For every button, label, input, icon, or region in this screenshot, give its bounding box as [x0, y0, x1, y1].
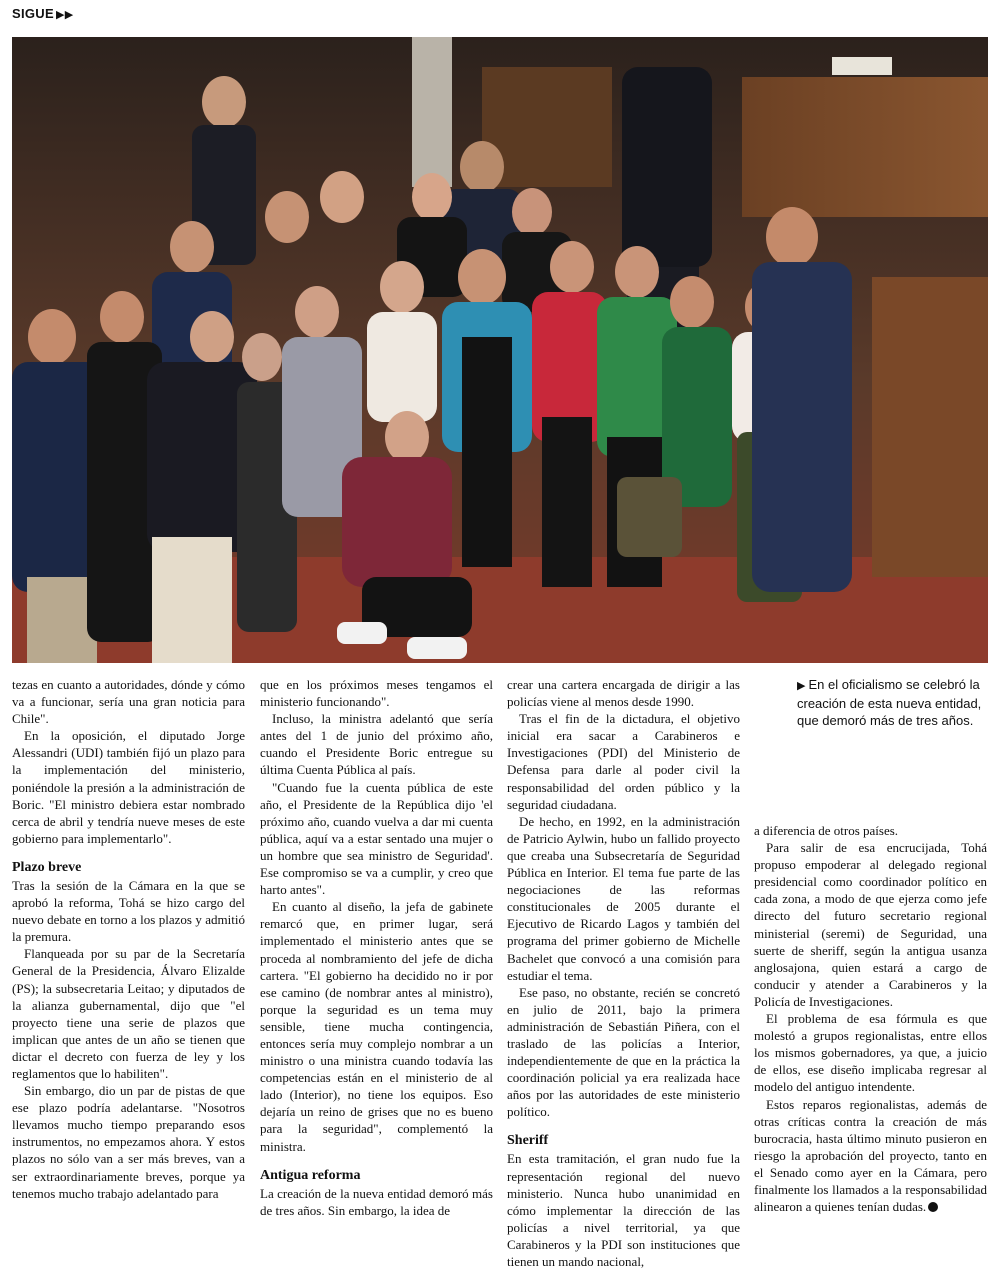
group-photo [12, 37, 988, 663]
article-column-2 [260, 676, 493, 1219]
paragraph: En esta tramitación, el gran nudo fue la representación regional del nuevo ministerio. Nunca hubo unanimidad en cómo implementar la dirección de las policías a nivel territorial, ya que Carabineros y la PDI son instituciones que tienen un mando nacional, [507, 1151, 740, 1269]
paragraph: Incluso, la ministra adelantó que sería antes del 1 de junio del próximo año, cuando el Presidente Boric entregue su última Cuenta Pública al país. [260, 711, 493, 778]
continue-arrows-icon: ▶▶ [55, 9, 74, 21]
paragraph: De hecho, en 1992, en la administración de Patricio Aylwin, hubo un fallido proyecto que creaba una Subsecretaría de Seguridad Pública en Interior. El tema fue parte de las negociaciones de las reformas constitucionales de 2005 durante el Ejecutivo de Ricardo Lagos y también del programa del primer gobierno de Michelle Bachelet que convocó a una comisión para estudiar el tema. [507, 813, 740, 983]
paragraph: En la oposición, el diputado Jorge Alessandri (UDI) también fijó un plazo para la implementación del ministerio, poniéndole la presión a la administración de Boric. "El ministro debiera estar nombrado cerca de abril y tendría nueve meses de este gobierno para implementarlo". [12, 728, 245, 846]
paragraph [754, 1096, 987, 1216]
subheading: Sheriff [507, 1133, 549, 1149]
paragraph: Para salir de esa encrucijada, Tohá propuso empoderar al delegado regional presidencial como coordinador político en cada zona, a modo de que ejerza como jefe directo del futuro secretario regional ministerial (seremi) de Seguridad, una suerte de sheriff, según la antigua usanza anglosajona, quien estará a cargo de conducir y atender a Carabineros y la Policía de Investigaciones. [754, 840, 987, 1009]
paragraph: tezas en cuanto a autoridades, dónde y cómo va a funcionar, sería una gran noticia para Chile". [12, 677, 245, 727]
section-continuation-label [12, 6, 74, 21]
paragraph: Flanqueada por su par de la Secretaría General de la Presidencia, Álvaro Elizalde (PS); la subsecretaria Leitao; y diputados de la alianza gubernamental, dijo que "el proyecto tiene una serie de plazos que implican que antes de un año se tienen que dictar el decreto con fuerza de ley y los reglamentos que lo habiliten". [12, 946, 245, 1081]
article-column-4 [754, 822, 987, 1215]
paragraph-text: Estos reparos regionalistas, además de otras críticas contra la creación de más burocracia, hasta último minuto pusieron en riesgo la aprobación del proyecto, tanto en el Senado como ayer en la Cámara, pero finalmente los llamados a la responsabilidad alinearon a quienes tenían dudas. [754, 1096, 987, 1215]
subheading: Antigua reforma [260, 1167, 361, 1183]
paragraph: Tras la sesión de la Cámara en la que se aprobó la reforma, Tohá se hizo cargo del nuevo debate en torno a los plazos y admitió la premura. [12, 877, 245, 945]
end-of-article-icon [928, 1202, 938, 1212]
paragraph: crear una cartera encargada de dirigir a las policías viene al menos desde 1990. [507, 677, 740, 710]
paragraph: La creación de la nueva entidad demoró más de tres años. Sin embargo, la idea de [260, 1185, 493, 1218]
article-column-3 [507, 676, 740, 1270]
paragraph: Tras el fin de la dictadura, el objetivo inicial era sacar a Carabineros e Investigaciones (PDI) del Ministerio de Defensa para darle al poder civil la responsabilidad del orden público y la seguridad ciudadana. [507, 711, 740, 812]
paragraph: En cuanto al diseño, la jefa de gabinete remarcó que, en primer lugar, será implementado el ministerio antes que se proceda al nombramiento del jefe de dicha cartera. "El gobierno ha decidido no ir por ese camino (de nombrar antes al ministro), porque la seguridad es un tema muy sensible, tiene mucha contingencia, entonces sería muy complejo nombrar a un ministro o una ministra cuando todavía las competencias están en el ministerio de al lado (Interior), no tiene los equipos. Eso dejaría un reino de grises que no es bueno para la seguridad", complementó la ministra. [260, 899, 493, 1154]
section-label: SIGUE [12, 6, 54, 21]
paragraph: El problema de esa fórmula es que molestó a grupos regionalistas, entre ellos los mismos gobernadores, ya que, a juicio de ellos, ese diseño implicaba regresar al modelo del antiguo intendente. [754, 1011, 987, 1095]
subheading: Plazo breve [12, 859, 82, 875]
paragraph: "Cuando fue la cuenta pública de este año, el Presidente de la República dijo 'el próximo año, cuando vuelva a dar mi cuenta pública, aquí va a estar sentado una mujer o un hombre que sea ministro de Seguridad'. Ese compromiso se va a cumplir, y creo que harto antes". [260, 779, 493, 898]
paragraph: Sin embargo, dio un par de pistas de que ese plazo podría adelantarse. "Nosotros llevamos mucho tiempo preparando esos instrumentos, no empezamos ahora. Y estos plazos no sólo van a ser más breves, van a ser extraordinariamente breves, porque ya tenemos mucho trabajo adelantado para [12, 1083, 245, 1201]
caption-text: En el oficialismo se celebró la creación de esta nueva entidad, que demoró más de tres años. [797, 677, 982, 728]
paragraph: Ese paso, no obstante, recién se concretó en julio de 2011, bajo la primera administración de Sebastián Piñera, con el traslado de las policías a Interior, independientemente de que en la práctica la coordinación policial ya era realizada hace años por las autoridades de este ministerio político. [507, 984, 740, 1120]
paragraph: a diferencia de otros países. [754, 823, 899, 838]
caption-marker-icon: ▶ [797, 680, 806, 692]
article-column-1 [12, 676, 245, 1202]
paragraph: que en los próximos meses tengamos el ministerio funcionando". [260, 677, 493, 710]
photo-caption [797, 676, 987, 729]
